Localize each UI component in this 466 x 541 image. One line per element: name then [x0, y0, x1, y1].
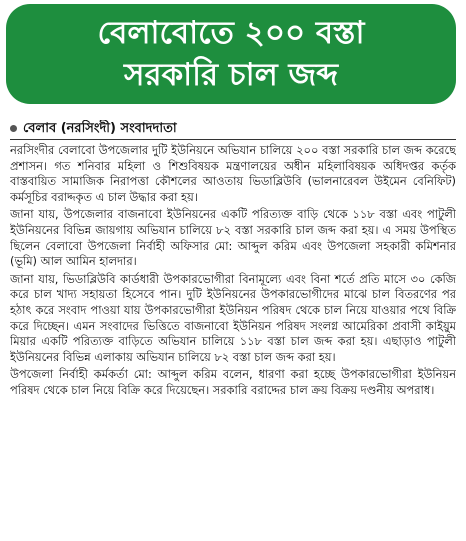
- article-paragraph: নরসিংদীর বেলাবো উপজেলার দুটি ইউনিয়নে অভিযান চালিয়ে ২০০ বস্তা সরকারি চাল জব্দ করেছে প্রশাসন। গত শনিবার মহিলা ও শিশুবিষয়ক মন্ত্রণালয়ের অধীন মহিলাবিষয়ক অধিদপ্তর কর্তৃক বাস্তবায়িত সামাজিক নিরাপত্তা কৌশলের আওতায় ভিডাব্লিউবি (ভালনারেবল উইমেন বেনিফিট) কর্মসূচির বরাদ্দকৃত এ চাল উদ্ধার করা হয়।: [10, 143, 456, 204]
- article-body: [10, 143, 456, 538]
- headline-line-1: বেলাবোতে ২০০ বস্তা: [97, 15, 365, 51]
- byline-divider: [10, 139, 456, 140]
- headline-banner: [6, 4, 456, 104]
- article-paragraph: উপজেলা নির্বাহী কর্মকর্তা মো: আব্দুল করিম বলেন, ধারণা করা হচ্ছে উপকারভোগীরা ইউনিয়ন পরিষদ থেকে চাল নিয়ে বিক্রি করে দিয়েছেন। সরকারি বরাদ্দের চাল ক্রয় বিক্রয় দণ্ডনীয় অপরাধ।: [10, 367, 456, 397]
- byline-text: বেলাব (নরসিংদী) সংবাদদাতা: [23, 121, 177, 136]
- headline-line-2: সরকারি চাল জব্দ: [123, 57, 339, 93]
- bullet-icon: [10, 125, 17, 132]
- byline: [10, 120, 456, 138]
- article-paragraph: জানা যায়, ভিডাব্লিউবি কার্ডধারী উপকারভোগীরা বিনামূল্যে এবং বিনা শর্তে প্রতি মাসে ৩০ কেজি করে চাল খাদ্য সহায়তা হিসেবে পান। দুটি ইউনিয়নের উপকারভোগীদের মাঝে চাল বিতরণের পর হঠাৎ করে সংবাদ পাওয়া যায় উপকারভোগীরা ইউনিয়ন পরিষদ থেকে চাল নিয়ে যাওয়ার পথে বিক্রি করে দিচ্ছেন। এমন সংবাদের ভিত্তিতে বাজনাবো ইউনিয়ন পরিষদ সংলগ্ন আমেরিকা প্রবাসী কাইয়ুম মিয়ার একটি পরিত্যক্ত বাড়িতে অভিযান চালিয়ে ১১৮ বস্তা চাল জব্দ করা হয়। এছাড়াও পাটুলী ইউনিয়নের বিভিন্ন এলাকায় অভিযান চালিয়ে ৮২ বস্তা চাল জব্দ করা হয়।: [10, 271, 456, 364]
- article-paragraph: জানা যায়, উপজেলার বাজনাবো ইউনিয়নের একটি পরিত্যক্ত বাড়ি থেকে ১১৮ বস্তা এবং পাটুলী ইউনিয়নের বিভিন্ন জায়গায় অভিযান চালিয়ে ৮২ বস্তা সরকারি চাল জব্দ করা হয়। এ সময় উপস্থিত ছিলেন বেলাবো উপজেলা নির্বাহী অফিসার মো: আব্দুল করিম এবং উপজেলা সহকারী কমিশনার (ভূমি) আল আমিন হালদার।: [10, 207, 456, 269]
